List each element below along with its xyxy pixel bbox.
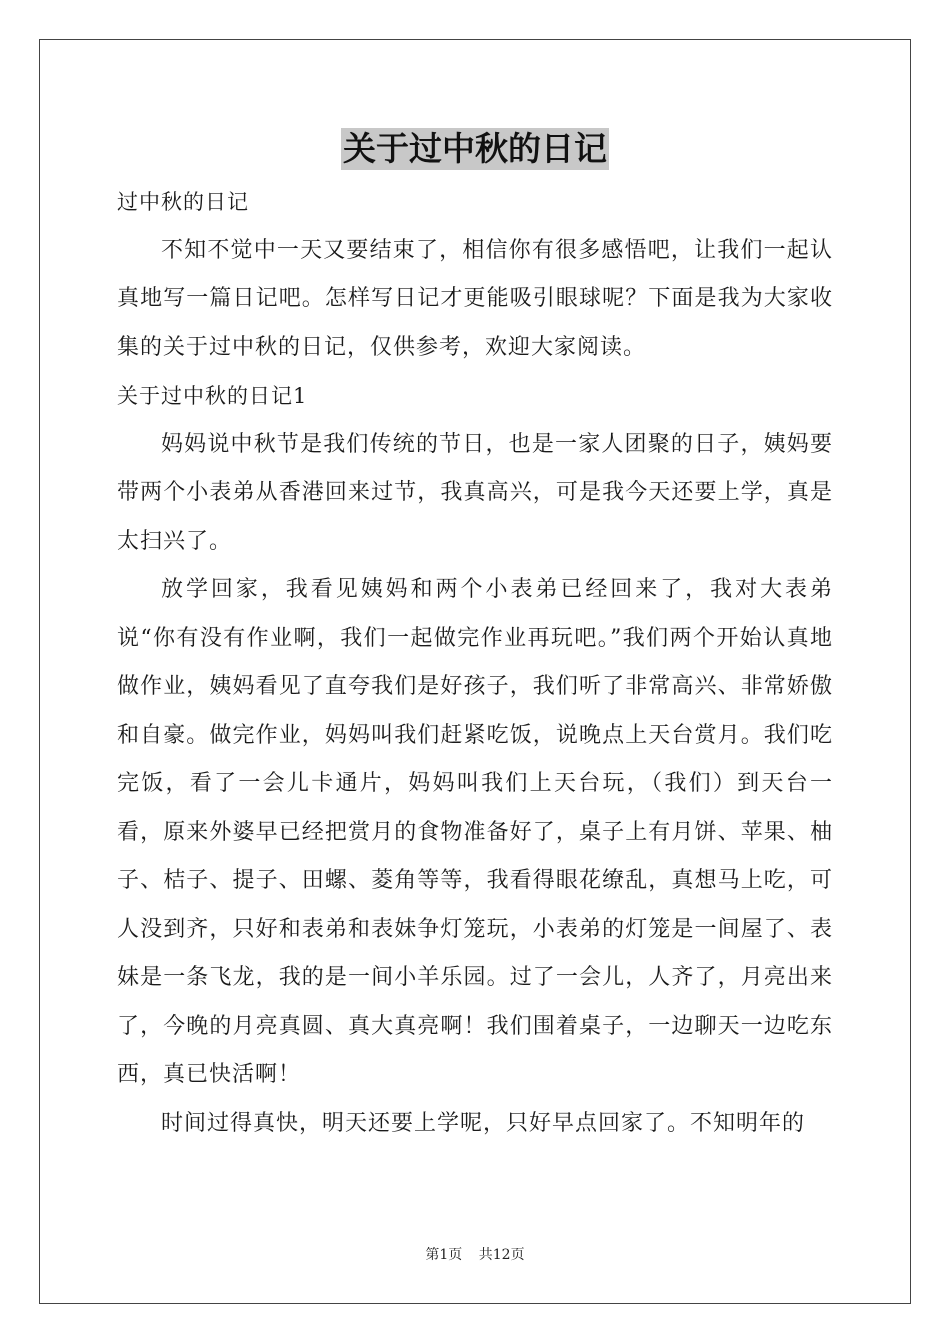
paragraph: 妈妈说中秋节是我们传统的节日，也是一家人团聚的日子，姨妈要带两个小表弟从香港回来过节，我真高兴，可是我今天还要上学，真是太扫兴了。 (117, 431, 833, 554)
document-body (117, 178, 833, 1148)
paragraph: 时间过得真快，明天还要上学呢，只好早点回家了。不知明年的 (161, 1110, 806, 1136)
page-footer (0, 1244, 950, 1264)
page-number: 第1页 (425, 1247, 463, 1263)
page-total: 共12页 (478, 1247, 525, 1263)
paragraph: 放学回家，我看见姨妈和两个小表弟已经回来了，我对大表弟说“你有没有作业啊，我们一起做完作业再玩吧。”我们两个开始认真地做作业，姨妈看见了直夸我们是好孩子，我们听了非常高兴、非常娇傲和自豪。做完作业，妈妈叫我们赶紧吃饭，说晚点上天台赏月。我们吃完饭，看了一会儿卡通片，妈妈叫我们上天台玩，（我们）到天台一看，原来外婆早已经把赏月的食物准备好了，桌子上有月饼、苹果、柚子、桔子、提子、田螺、菱角等等，我看得眼花缭乱，真想马上吃，可人没到齐，只好和表弟和表妹争灯笼玩，小表弟的灯笼是一间屋了、表妹是一条飞龙，我的是一间小羊乐园。过了一会儿，人齐了，月亮出来了，今晚的月亮真圆、真大真亮啊！我们围着桌子，一边聊天一边吃东西，真已快活啊！ (117, 577, 833, 1087)
section-heading: 关于过中秋的日记1 (117, 384, 308, 408)
document-title: 关于过中秋的日记 (343, 129, 607, 168)
section-heading: 过中秋的日记 (117, 190, 249, 214)
title-container (0, 128, 950, 170)
paragraph: 不知不觉中一天又要结束了，相信你有很多感悟吧，让我们一起认真地写一篇日记吧。怎样写日记才更能吸引眼球呢？下面是我为大家收集的关于过中秋的日记，仅供参考，欢迎大家阅读。 (117, 237, 833, 360)
